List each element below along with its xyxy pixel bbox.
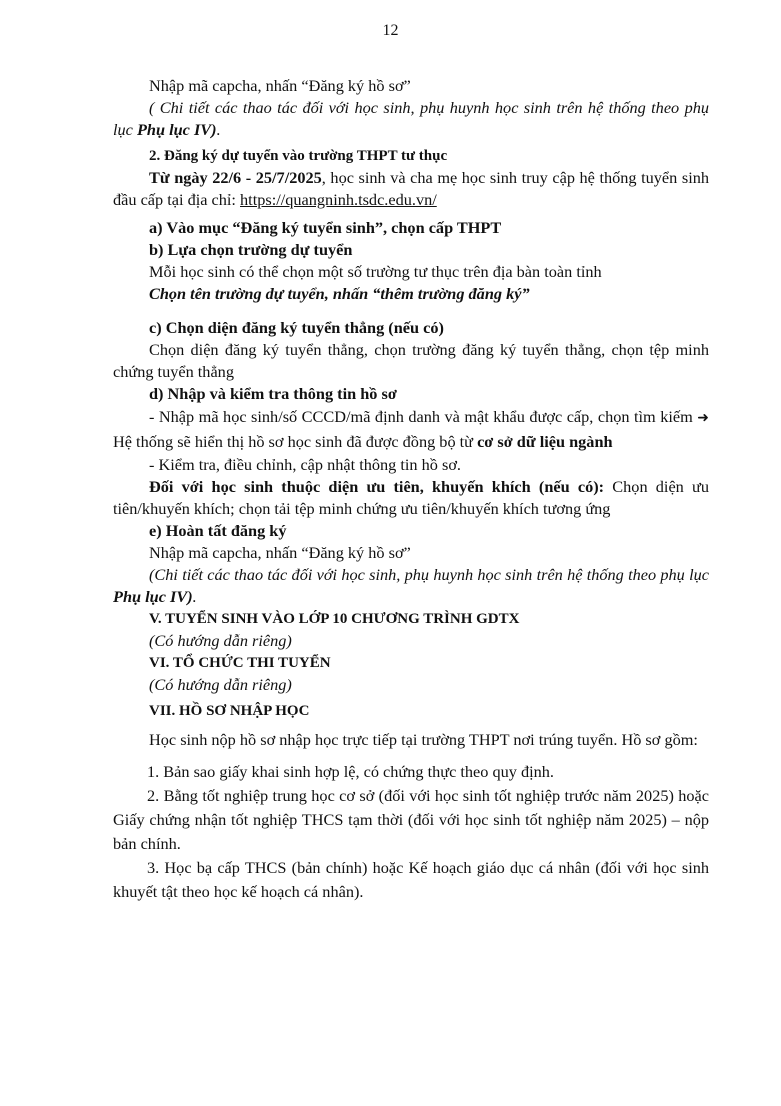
heading-step-e: e) Hoàn tất đăng ký bbox=[149, 521, 287, 540]
paragraph-capcha-1: Nhập mã capcha, nhấn “Đăng ký hồ sơ” bbox=[149, 76, 411, 95]
heading-step-a: a) Vào mục “Đăng ký tuyển sinh”, chọn cấp THPT bbox=[149, 218, 502, 237]
paragraph-step-b-1: Mỗi học sinh có thể chọn một số trường tư thục trên địa bàn toàn tỉnh bbox=[149, 262, 602, 281]
page-number: 12 bbox=[382, 22, 399, 39]
heading-step-b: b) Lựa chọn trường dự tuyển bbox=[149, 240, 353, 259]
note-section-VI: (Có hướng dẫn riêng) bbox=[149, 675, 292, 694]
paragraph-capcha-2: Nhập mã capcha, nhấn “Đăng ký hồ sơ” bbox=[149, 543, 411, 562]
paragraph-section-VII: Học sinh nộp hồ sơ nhập học trực tiếp tại trường THPT nơi trúng tuyển. Hồ sơ gồm: bbox=[149, 730, 698, 749]
heading-section-V: V. TUYỂN SINH VÀO LỚP 10 CHƯƠNG TRÌNH GDTX bbox=[149, 611, 520, 627]
paragraph-step-d-2: - Kiểm tra, điều chỉnh, cập nhật thông tin hồ sơ. bbox=[149, 455, 462, 474]
heading-step-d: d) Nhập và kiểm tra thông tin hồ sơ bbox=[149, 384, 397, 403]
note-section-V: (Có hướng dẫn riêng) bbox=[149, 631, 292, 650]
paragraph-step-d-3: Đối với học sinh thuộc diện ưu tiên, khuyến khích (nếu có): Chọn diện ưu tiên/khuyến khích; chọn tải tệp minh chứng ưu tiên/khuyến khích tương ứng bbox=[113, 477, 709, 518]
list-item: 1. Bản sao giấy khai sinh hợp lệ, có chứng thực theo quy định. bbox=[147, 762, 554, 781]
list-item: 2. Bằng tốt nghiệp trung học cơ sở (đối với học sinh tốt nghiệp trước năm 2025) hoặc Giấy chứng nhận tốt nghiệp THCS tạm thời (đối với học sinh tốt nghiệp năm 2025) – nộp bản chính. bbox=[113, 786, 709, 853]
paragraph-detail-note-2: (Chi tiết các thao tác đối với học sinh, phụ huynh học sinh trên hệ thống theo phụ lục Phụ lục IV). bbox=[113, 565, 709, 606]
paragraph-registration-dates: Từ ngày 22/6 - 25/7/2025, học sinh và cha mẹ học sinh truy cập hệ thống tuyển sinh đầu cấp tại địa chỉ: https://quangninh.tsdc.edu.vn/ bbox=[113, 168, 710, 209]
paragraph-step-d-1: - Nhập mã học sinh/số CCCD/mã định danh và mật khẩu được cấp, chọn tìm kiếm ➜ Hệ thống sẽ hiển thị hồ sơ học sinh đã được đồng bộ từ cơ sở dữ liệu ngành bbox=[113, 407, 709, 451]
section-VII-body bbox=[113, 728, 709, 904]
paragraph-step-b-2: Chọn tên trường dự tuyển, nhấn “thêm trường đăng ký” bbox=[149, 284, 530, 303]
heading-section-VII: VII. HỒ SƠ NHẬP HỌC bbox=[149, 703, 310, 719]
page-content bbox=[113, 75, 709, 904]
heading-step-c: c) Chọn diện đăng ký tuyển thẳng (nếu có) bbox=[149, 318, 444, 337]
list-item: 3. Học bạ cấp THCS (bản chính) hoặc Kế hoạch giáo dục cá nhân (đối với học sinh khuyết tật theo học kế hoạch cá nhân). bbox=[113, 858, 709, 901]
paragraph-detail-note-1: ( Chi tiết các thao tác đối với học sinh, phụ huynh học sinh trên hệ thống theo phụ lục Phụ lục IV). bbox=[113, 98, 709, 139]
heading-section-2: 2. Đăng ký dự tuyển vào trường THPT tư thục bbox=[149, 148, 448, 164]
arrow-right-icon: ➜ bbox=[697, 410, 709, 426]
registration-url[interactable]: https://quangninh.tsdc.edu.vn/ bbox=[240, 190, 437, 209]
heading-section-VI: VI. TỔ CHỨC THI TUYỂN bbox=[149, 655, 331, 671]
paragraph-step-c-1: Chọn diện đăng ký tuyển thẳng, chọn trường đăng ký tuyển thẳng, chọn tệp minh chứng tuyển thẳng bbox=[113, 340, 709, 381]
